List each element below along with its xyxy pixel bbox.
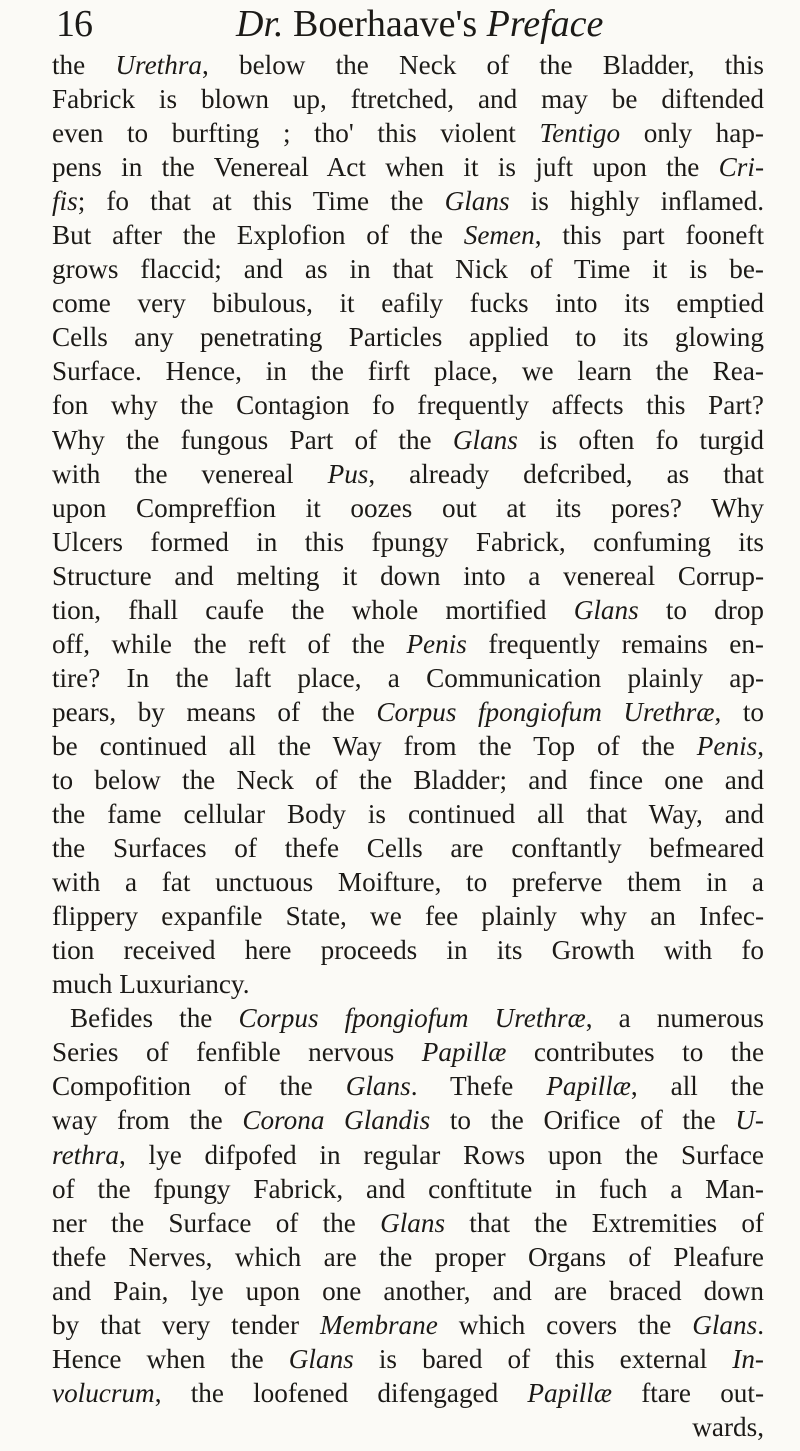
italic-text: Papillæ bbox=[527, 1377, 612, 1408]
text-line bbox=[52, 320, 764, 354]
text-run: Befides the bbox=[70, 1003, 239, 1034]
text-run: ner the Surface of the bbox=[52, 1207, 381, 1238]
text-run: But after the Explofion of the bbox=[52, 220, 464, 251]
text-run: only hap- bbox=[620, 118, 764, 149]
text-line bbox=[52, 354, 764, 388]
text-run: tion received here proceeds in its Growth with fo bbox=[52, 935, 764, 966]
text-run: , to bbox=[714, 696, 764, 727]
text-run: , the loofened difengaged bbox=[154, 1377, 528, 1408]
text-run: ftare out- bbox=[612, 1377, 764, 1408]
page-number: 16 bbox=[56, 3, 92, 45]
text-run: . Thefe bbox=[410, 1071, 547, 1102]
text-run: pens in the Venereal Act when it is juft upon the bbox=[52, 152, 719, 183]
text-line bbox=[52, 1308, 764, 1342]
text-run: to drop bbox=[638, 594, 765, 625]
text-line bbox=[52, 797, 764, 831]
text-run: and Pain, lye upon one another, and are braced down bbox=[52, 1275, 764, 1306]
text-line bbox=[52, 899, 764, 933]
text-run: thefe Nerves, which are the proper Organs of Pleafure bbox=[52, 1241, 764, 1272]
running-title-name: Boerhaave's bbox=[293, 3, 478, 45]
text-run: frequently remains en- bbox=[466, 628, 764, 659]
text-run: pears, by means of the bbox=[52, 696, 377, 727]
text-line bbox=[52, 1240, 764, 1274]
text-run: . bbox=[757, 1309, 764, 1340]
italic-text: Membrane bbox=[320, 1309, 438, 1340]
text-run: Cells any penetrating Particles applied to its glowing bbox=[52, 322, 764, 353]
text-run: the bbox=[52, 50, 116, 80]
text-line bbox=[52, 1376, 764, 1410]
text-run: come very bibulous, it eafily fucks into its emptied bbox=[52, 288, 764, 319]
italic-text: In- bbox=[732, 1343, 764, 1374]
text-run: ; fo that at this Time the bbox=[77, 186, 445, 217]
text-run: much Luxuriancy. bbox=[52, 969, 250, 1000]
text-line bbox=[52, 116, 764, 150]
text-line bbox=[52, 1410, 764, 1444]
text-line bbox=[52, 831, 764, 865]
text-run: upon Compreffion it oozes out at its pores? Why bbox=[52, 492, 764, 523]
text-run: , lye difpofed in regular Rows upon the Surface bbox=[118, 1139, 764, 1170]
italic-text: Corona Glandis bbox=[242, 1105, 431, 1136]
text-line bbox=[52, 252, 764, 286]
text-line bbox=[52, 457, 764, 491]
text-line bbox=[52, 218, 764, 252]
text-run: , all the bbox=[630, 1071, 765, 1102]
text-run: of the fpungy Fabrick, and conftitute in fuch a Man- bbox=[52, 1173, 764, 1204]
text-run: the fame cellular Body is continued all that Way, and bbox=[52, 799, 764, 830]
text-line bbox=[52, 661, 764, 695]
text-run: is often fo turgid bbox=[517, 424, 764, 455]
text-run: which covers the bbox=[437, 1309, 693, 1340]
text-line bbox=[52, 150, 764, 184]
text-run: with the venereal bbox=[52, 458, 328, 489]
text-line bbox=[52, 286, 764, 320]
text-run: Surface. Hence, in the firft place, we learn the Rea- bbox=[52, 356, 764, 387]
text-run: to the Orifice of the bbox=[430, 1105, 736, 1136]
italic-text: Glans bbox=[573, 594, 639, 625]
italic-text: Papillæ bbox=[546, 1071, 631, 1102]
italic-text: Glans bbox=[692, 1309, 758, 1340]
italic-text: Semen bbox=[463, 220, 535, 251]
text-run: Fabrick is blown up, ftretched, and may be diftended bbox=[52, 84, 764, 115]
text-run: fon why the Contagion fo frequently affects this Part? bbox=[52, 390, 764, 421]
text-run: flippery expanfile State, we fee plainly why an Infec- bbox=[52, 901, 764, 932]
text-line bbox=[52, 82, 764, 116]
text-line bbox=[52, 729, 764, 763]
text-line bbox=[52, 1069, 764, 1103]
book-page bbox=[0, 2, 800, 1451]
text-line bbox=[52, 525, 764, 559]
text-line bbox=[52, 1001, 764, 1035]
text-run: to below the Neck of the Bladder; and fince one and bbox=[52, 764, 764, 795]
italic-text: Urethra bbox=[115, 50, 202, 80]
text-run: , this part fooneft bbox=[534, 220, 765, 251]
text-line bbox=[52, 48, 764, 82]
text-run: that the Extremities of bbox=[445, 1207, 764, 1238]
italic-text: Glans bbox=[288, 1343, 354, 1374]
italic-text: Penis bbox=[696, 730, 758, 761]
text-line bbox=[52, 1206, 764, 1240]
text-run: Hence when the bbox=[52, 1343, 289, 1374]
text-run: Ulcers formed in this fpungy Fabrick, confuming its bbox=[52, 526, 764, 557]
running-title bbox=[236, 2, 603, 46]
text-line bbox=[52, 184, 764, 218]
text-run: by that very tender bbox=[52, 1309, 321, 1340]
text-line bbox=[52, 1172, 764, 1206]
italic-text: volucrum bbox=[52, 1377, 155, 1408]
text-run: be continued all the Way from the Top of the bbox=[52, 730, 697, 761]
italic-text: Corpus fpongiofum Urethræ bbox=[376, 696, 715, 727]
text-line bbox=[52, 627, 764, 661]
text-line bbox=[52, 388, 764, 422]
text-run: off, while the reft of the bbox=[52, 628, 407, 659]
text-line bbox=[52, 695, 764, 729]
italic-text: Penis bbox=[406, 628, 467, 659]
text-run: wards, bbox=[692, 1411, 764, 1442]
running-title-prefix: Dr. bbox=[236, 3, 294, 45]
text-line bbox=[52, 1274, 764, 1308]
text-run: Series of fenfible nervous bbox=[52, 1037, 422, 1068]
text-run: the Surfaces of thefe Cells are conftantly befmeared bbox=[52, 833, 764, 864]
text-run: , bbox=[757, 730, 764, 761]
text-run: is highly inflamed. bbox=[509, 186, 765, 217]
italic-text: Pus bbox=[327, 458, 369, 489]
text-run: , below the Neck of the Bladder, this bbox=[202, 50, 765, 80]
text-run: contributes to the bbox=[506, 1037, 765, 1068]
italic-text: Glans bbox=[380, 1207, 446, 1238]
text-run: tion, fhall caufe the whole mortified bbox=[52, 594, 574, 625]
text-run: with a fat unctuous Moifture, to preferve them in a bbox=[52, 867, 764, 898]
text-line bbox=[52, 763, 764, 797]
text-line bbox=[52, 593, 764, 627]
italic-text: rethra bbox=[52, 1139, 119, 1170]
text-line bbox=[52, 1103, 764, 1137]
text-run: way from the bbox=[52, 1105, 243, 1136]
text-line bbox=[52, 933, 764, 967]
italic-text: U- bbox=[735, 1105, 764, 1136]
text-line bbox=[52, 967, 764, 1001]
text-line bbox=[52, 1035, 764, 1069]
text-line bbox=[52, 865, 764, 899]
text-run: , a numerous bbox=[585, 1003, 764, 1034]
running-head bbox=[52, 2, 764, 46]
text-run: Why the fungous Part of the bbox=[52, 424, 453, 455]
text-run: is bared of this external bbox=[353, 1343, 733, 1374]
body-text bbox=[52, 48, 764, 1444]
text-line bbox=[52, 423, 764, 457]
italic-text: Papillæ bbox=[421, 1037, 507, 1068]
text-line bbox=[52, 1342, 764, 1376]
text-run: , already defcribed, as that bbox=[368, 458, 764, 489]
italic-text: Tentigo bbox=[539, 118, 621, 149]
text-line bbox=[52, 491, 764, 525]
italic-text: Cri- bbox=[718, 152, 764, 183]
text-run: Structure and melting it down into a venereal Corrup- bbox=[52, 560, 764, 591]
running-title-suffix: Preface bbox=[477, 3, 604, 45]
italic-text: Glans bbox=[345, 1071, 411, 1102]
italic-text: fis bbox=[52, 186, 78, 217]
text-run: grows flaccid; and as in that Nick of Time it is be- bbox=[52, 254, 764, 285]
text-run: tire? In the laft place, a Communication plainly ap- bbox=[52, 662, 764, 693]
text-line bbox=[52, 559, 764, 593]
italic-text: Corpus fpongiofum Urethræ bbox=[238, 1003, 586, 1034]
text-line bbox=[52, 1138, 764, 1172]
text-run: Compofition of the bbox=[52, 1071, 346, 1102]
italic-text: Glans bbox=[452, 424, 518, 455]
italic-text: Glans bbox=[444, 186, 510, 217]
text-run: even to burfting ; tho' this violent bbox=[52, 118, 540, 149]
